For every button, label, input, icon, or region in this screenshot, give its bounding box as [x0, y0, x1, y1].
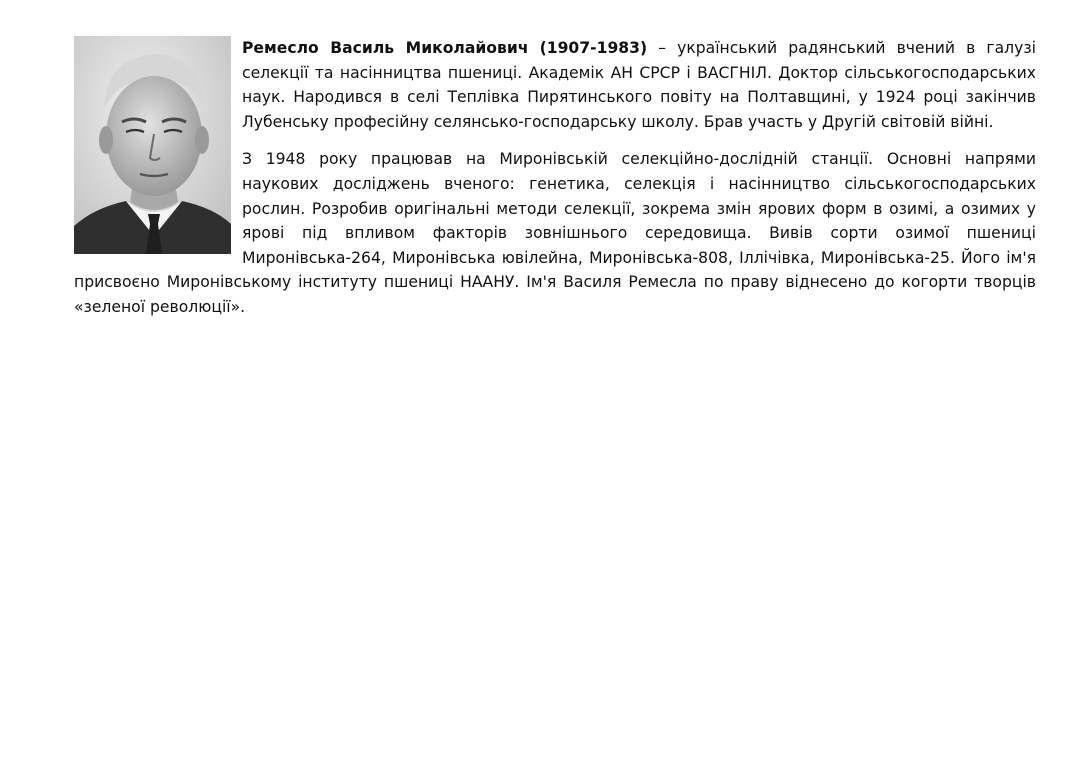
portrait-illustration	[74, 36, 231, 254]
person-name: Ремесло Василь Миколайович	[242, 39, 529, 57]
life-years: (1907-1983)	[539, 39, 648, 57]
biography-career-text: З 1948 року працював на Миронівській селекційно-дослідній станції. Основні напрями наукових досліджень вченого: генетика, селекція і насінництво сільськогосподарських рослин. Розробив оригінальні методи селекції, зокрема змін ярових форм в озимі, а озимих у ярові під впливом факторів зовнішнього середовища. Вивів сорти озимої пшениці Миронівська-264, Миронівська ювілейна, Миронівська-808, Іллічівка, Миронівська-25. Його ім'я присвоєно Миронівському інституту пшениці НААНУ. Ім'я Василя Ремесла по праву віднесено до когорти творців «зеленої революції».	[74, 150, 1036, 316]
article	[74, 36, 1036, 320]
biography-intro-text: – український радянський вчений в галузі селекції та насінництва пшениці. Академік АН СРСР і ВАСГНІЛ. Доктор сільськогосподарських наук. Народився в селі Теплівка Пирятинського повіту на Полтавщині, у 1924 році закінчив Лубенську професійну селянсько-господарську школу. Брав участь у Другій світовій війні.	[242, 39, 1036, 131]
portrait-photo	[74, 36, 231, 254]
